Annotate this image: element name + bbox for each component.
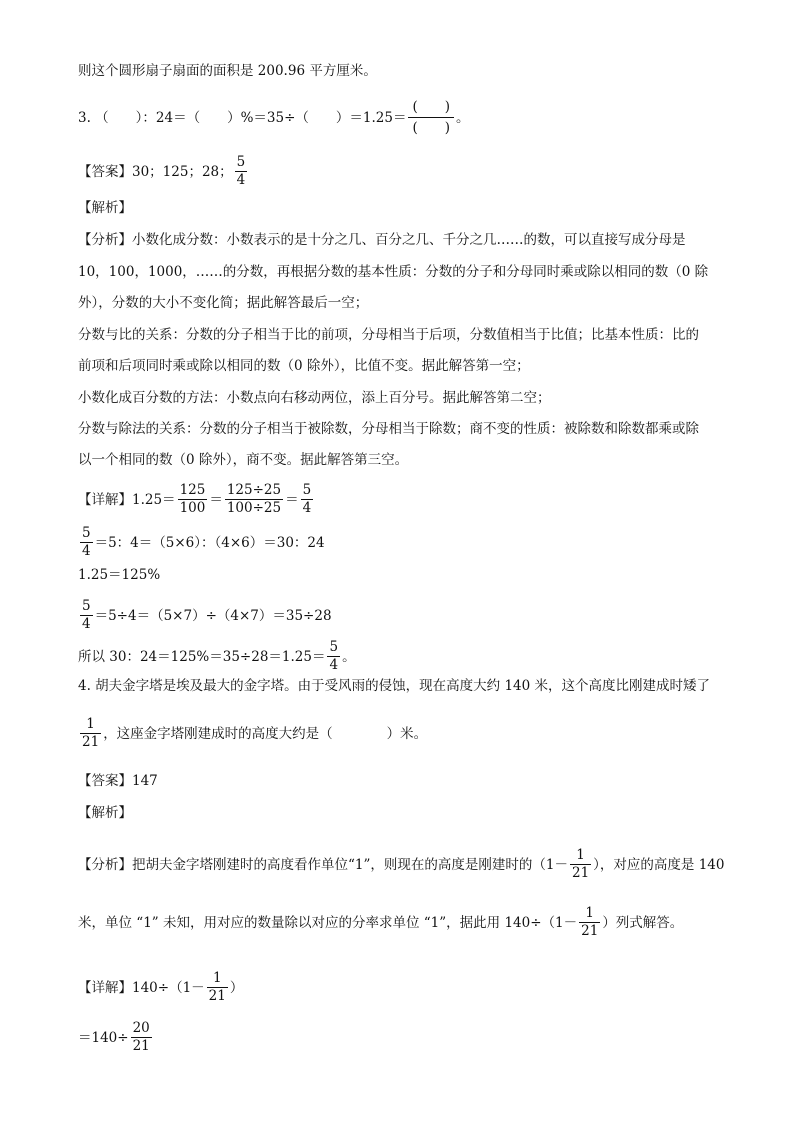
math-line — [78, 525, 325, 560]
detail-4 — [78, 970, 243, 1005]
question-3 — [78, 97, 470, 138]
fraction — [80, 525, 93, 560]
denominator: 21 — [581, 923, 599, 939]
text-line — [78, 62, 377, 80]
punct: 。 — [342, 648, 356, 665]
blank-denominator: ( ) — [408, 117, 454, 138]
analysis-heading — [78, 199, 132, 217]
text: ）列式解答。 — [602, 914, 684, 931]
math-text: 1.25＝125% — [78, 567, 161, 583]
answer-3 — [78, 154, 249, 189]
denominator: 4 — [82, 543, 91, 559]
math-line — [78, 639, 356, 674]
question-4-cont — [78, 716, 427, 751]
numerator: 1 — [212, 970, 222, 986]
equals: ＝ — [285, 491, 299, 508]
math-line — [78, 598, 332, 633]
text: 则这个圆形扇子扇面的面积是 200.96 平方厘米。 — [78, 63, 377, 79]
numerator: 125 — [179, 482, 206, 498]
text: ） — [229, 979, 244, 996]
denominator: 21 — [571, 865, 590, 881]
question-text: 3. （ ）：24＝（ ）%＝35÷（ ）＝1.25＝ — [78, 109, 407, 126]
numerator: 5 — [82, 598, 91, 614]
numerator: 5 — [82, 525, 91, 541]
numerator: 5 — [329, 639, 339, 655]
text: 米，单位 “1” 未知，用对应的数量除以对应的分率求单位 “1”，据此用 140÷（1－ — [78, 914, 578, 931]
numerator: 125÷25 — [226, 482, 282, 498]
equals: ＝ — [209, 491, 223, 508]
text-line — [78, 326, 699, 344]
answer-label: 【答案】 — [78, 163, 132, 180]
blank-fraction — [408, 97, 454, 138]
analysis-line — [78, 905, 683, 940]
math-line — [78, 566, 160, 584]
denominator: 100 — [179, 500, 206, 516]
answer-text: 30；125；28； — [132, 163, 233, 180]
fraction — [327, 639, 340, 674]
numerator: 5 — [236, 154, 246, 170]
text-line — [78, 294, 368, 312]
math-line — [78, 1020, 154, 1055]
question-text: ，这座金字塔刚建成时的高度大约是（ ）米。 — [103, 725, 428, 742]
text: 分数与除法的关系：分数的分子相当于被除数，分母相当于除数；商不变的性质：被除数和除数都乘或除 — [78, 421, 699, 437]
fraction — [178, 482, 208, 517]
fraction — [301, 482, 314, 517]
math-text: ＝140÷ — [78, 1029, 129, 1046]
text-line — [78, 389, 551, 407]
text-line — [78, 231, 686, 249]
text: 小数化成百分数的方法：小数点向右移动两位，添上百分号。据此解答第二空； — [78, 390, 551, 406]
text-line — [78, 357, 530, 375]
punct: 。 — [456, 109, 470, 126]
text: 【分析】小数化成分数：小数表示的是十分之几、百分之几、千分之几……的数，可以直接写成分母是 — [78, 232, 686, 248]
text: 10，100，1000，……的分数，再根据分数的基本性质：分数的分子和分母同时乘或除以相同的数（0 除 — [78, 264, 709, 280]
text-line — [78, 420, 699, 438]
denominator: 4 — [329, 657, 339, 673]
denominator: 21 — [82, 734, 100, 750]
text: 外），分数的大小不变化简；据此解答最后一空； — [78, 295, 369, 311]
denominator: 100÷25 — [226, 500, 282, 516]
detail-label: 【详解】140÷（1－ — [78, 979, 205, 996]
math-text: 所以 30：24＝125%＝35÷28＝1.25＝ — [78, 648, 326, 665]
denominator: 21 — [132, 1038, 150, 1054]
question-text: 4. 胡夫金字塔是埃及最大的金字塔。由于受风雨的侵蚀，现在高度大约 140 米，这个高度比刚建成时矮了 — [78, 678, 711, 694]
fraction — [570, 847, 591, 882]
analysis-line — [78, 847, 724, 882]
numerator: 1 — [576, 847, 585, 863]
denominator: 21 — [208, 988, 226, 1004]
heading: 【解析】 — [78, 200, 132, 216]
answer-text: 147 — [132, 773, 158, 789]
detail-label: 【详解】1.25＝ — [78, 491, 176, 508]
answer-4 — [78, 772, 158, 790]
text-line — [78, 263, 708, 281]
denominator: 4 — [302, 500, 312, 516]
blank-numerator: ( ) — [412, 99, 451, 115]
text: ），对应的高度是 140 — [593, 856, 725, 873]
text: 以一个相同的数（0 除外），商不变。据此解答第三空。 — [78, 452, 409, 468]
fraction — [80, 716, 101, 751]
numerator: 5 — [302, 482, 312, 498]
denominator: 4 — [236, 172, 246, 188]
detail-3 — [78, 482, 315, 517]
denominator: 4 — [82, 616, 91, 632]
numerator: 20 — [132, 1020, 150, 1036]
fraction — [207, 970, 228, 1005]
math-text: ＝5：4＝（5×6）：（4×6）＝30：24 — [94, 534, 325, 551]
text-line — [78, 451, 408, 469]
math-text: ＝5÷4＝（5×7）÷（4×7）＝35÷28 — [94, 607, 332, 624]
fraction — [579, 905, 600, 940]
heading: 【解析】 — [78, 805, 132, 821]
answer-label: 【答案】 — [78, 773, 132, 789]
numerator: 1 — [86, 716, 95, 732]
text: 【分析】把胡夫金字塔刚建时的高度看作单位“1”，则现在的高度是刚建时的（1－ — [78, 856, 568, 873]
analysis-heading — [78, 804, 132, 822]
numerator: 1 — [585, 905, 595, 921]
fraction — [235, 154, 248, 189]
fraction — [131, 1020, 152, 1055]
text: 分数与比的关系：分数的分子相当于比的前项，分母相当于后项，分数值相当于比值；比基本性质：比的 — [78, 327, 699, 343]
fraction — [225, 482, 283, 517]
question-4 — [78, 677, 710, 695]
fraction — [80, 598, 93, 633]
text: 前项和后项同时乘或除以相同的数（0 除外），比值不变。据此解答第一空； — [78, 358, 530, 374]
